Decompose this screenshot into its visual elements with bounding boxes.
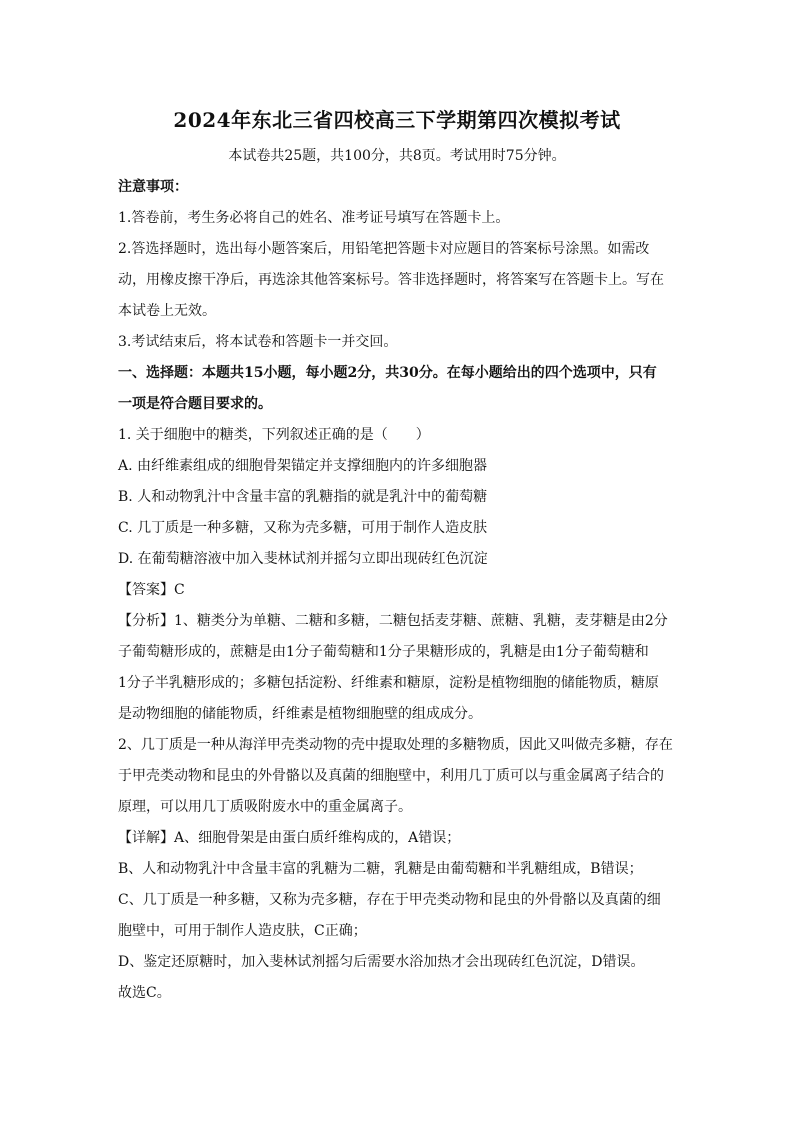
explanation-line: B、人和动物乳汁中含量丰富的乳糖为二糖，乳糖是由葡萄糖和半乳糖组成，B错误； bbox=[118, 861, 643, 877]
section-heading: 一项是符合题目要求的。 bbox=[118, 396, 272, 412]
question-option-d: D. 在葡萄糖溶液中加入斐林试剂并摇匀立即出现砖红色沉淀 bbox=[118, 551, 488, 567]
notice-line: 1.答卷前，考生务必将自己的姓名、准考证号填写在答题卡上。 bbox=[118, 210, 510, 226]
analysis-line: 2、几丁质是一种从海洋甲壳类动物的壳中提取处理的多糖物质，因此又叫做壳多糖，存在 bbox=[118, 737, 673, 753]
notice-line: 本试卷上无效。 bbox=[118, 303, 216, 319]
document-title: 2024年东北三省四校高三下学期第四次模拟考试 bbox=[173, 108, 621, 132]
analysis-line: 子葡萄糖形成的，蔗糖是由1分子葡萄糖和1分子果糖形成的，乳糖是由1分子葡萄糖和 bbox=[118, 644, 649, 660]
analysis-line: 原理，可以用几丁质吸附废水中的重金属离子。 bbox=[118, 799, 412, 815]
analysis-line: 1分子半乳糖形成的；多糖包括淀粉、纤维素和糖原，淀粉是植物细胞的储能物质，糖原 bbox=[118, 675, 659, 691]
question-option-c: C. 几丁质是一种多糖，又称为壳多糖，可用于制作人造皮肤 bbox=[118, 520, 488, 536]
notice-heading: 注意事项： bbox=[118, 179, 188, 195]
notice-line: 动，用橡皮擦干净后，再选涂其他答案标号。答非选择题时，将答案写在答题卡上。写在 bbox=[118, 272, 664, 288]
explanation-line: 【详解】A、细胞骨架是由蛋白质纤维构成的，A错误； bbox=[118, 830, 461, 846]
analysis-line: 【分析】1、糖类分为单糖、二糖和多糖，二糖包括麦芽糖、蔗糖、乳糖，麦芽糖是由2分 bbox=[118, 613, 668, 629]
question-option-b: B. 人和动物乳汁中含量丰富的乳糖指的就是乳汁中的葡萄糖 bbox=[118, 489, 488, 505]
notice-line: 2.答选择题时，选出每小题答案后，用铅笔把答题卡对应题目的答案标号涂黑。如需改 bbox=[118, 241, 650, 257]
explanation-line: C、几丁质是一种多糖，又称为壳多糖，存在于甲壳类动物和昆虫的外骨骼以及真菌的细 bbox=[118, 892, 661, 908]
analysis-line: 是动物细胞的储能物质，纤维素是植物细胞壁的组成成分。 bbox=[118, 706, 482, 722]
explanation-line: D、鉴定还原糖时，加入斐林试剂摇匀后需要水浴加热才会出现砖红色沉淀，D错误。 bbox=[118, 954, 645, 970]
question-stem: 1. 关于细胞中的糖类，下列叙述正确的是（ ） bbox=[118, 427, 430, 443]
explanation-line: 故选C。 bbox=[118, 985, 171, 1001]
question-option-a: A. 由纤维素组成的细胞骨架锚定并支撑细胞内的许多细胞器 bbox=[118, 458, 488, 474]
analysis-line: 于甲壳类动物和昆虫的外骨骼以及真菌的细胞壁中，利用几丁质可以与重金属离子结合的 bbox=[118, 768, 664, 784]
section-heading: 一、选择题：本题共15小题，每小题2分，共30分。在每小题给出的四个选项中，只有 bbox=[118, 365, 657, 381]
document-body bbox=[118, 172, 678, 1009]
document-subtitle: 本试卷共25题，共100分，共8页。考试用时75分钟。 bbox=[228, 148, 566, 164]
explanation-line: 胞壁中，可用于制作人造皮肤，C正确； bbox=[118, 923, 367, 939]
answer-line: 【答案】C bbox=[118, 582, 185, 598]
notice-line: 3.考试结束后，将本试卷和答题卡一并交回。 bbox=[118, 334, 398, 350]
